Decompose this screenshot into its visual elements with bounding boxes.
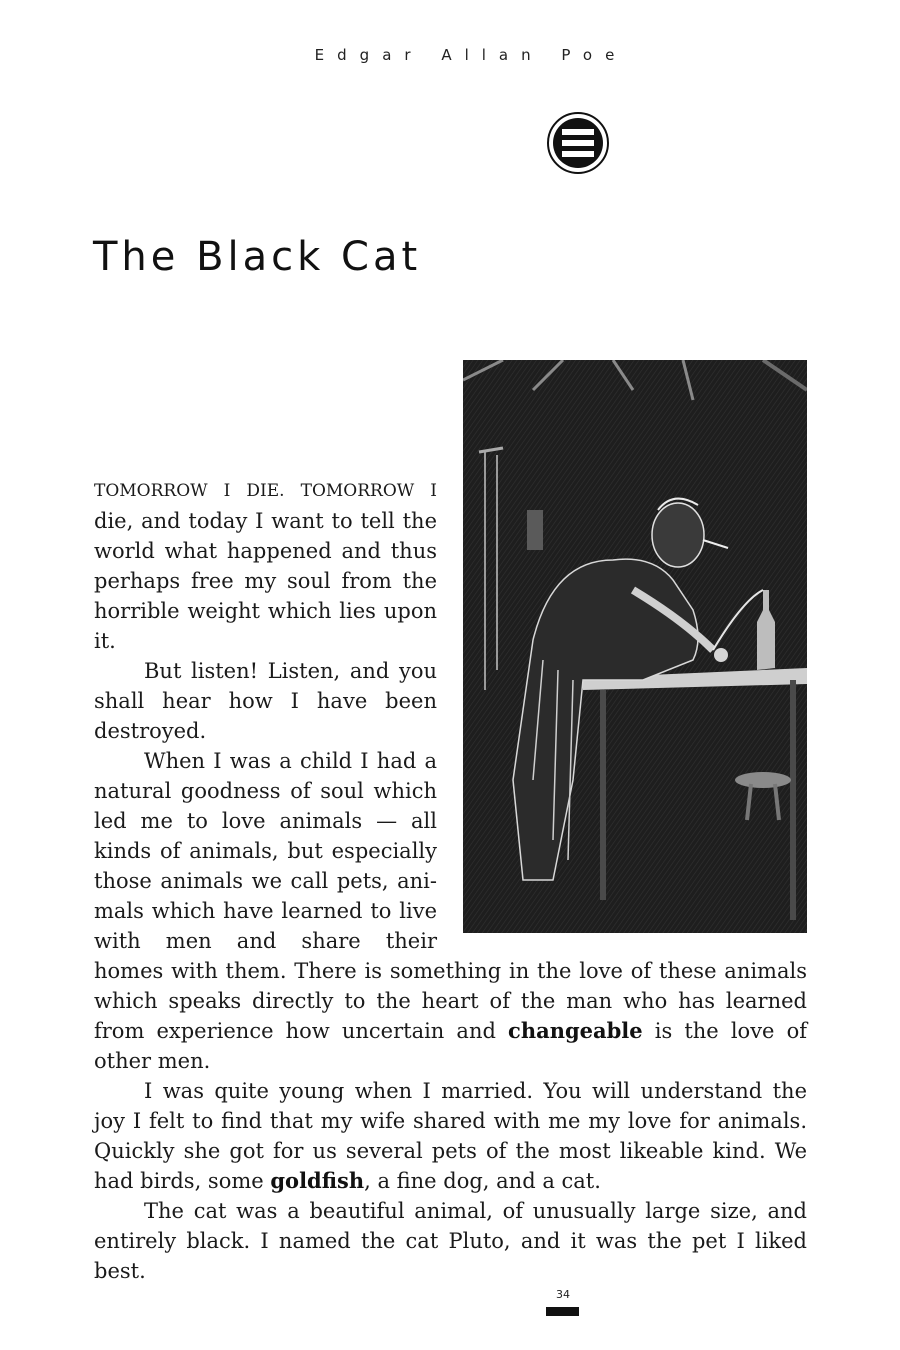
story-title: The Black Cat [93, 234, 422, 280]
paragraph-3-text-b: is the love of other men. [94, 1019, 808, 1073]
bold-word-changeable: changeable [508, 1018, 643, 1043]
paragraph-1-text: die, and today I want to tell the world what happened and thus perhaps free my soul from the horrible weight which lies upon it. [94, 509, 437, 653]
paragraph-2: But listen! Listen, and you shall hear how I have been destroyed. [94, 659, 437, 743]
bold-word-goldfish: goldfish [270, 1168, 365, 1193]
engraving-man-at-table-icon [463, 360, 807, 933]
paragraph-3-text-a: When I was a child I had a natural goodness of soul which led me to love animals — all kinds of animals, but especially those animals we call pets, animals which have learned to live with men and share their homes with them. There is something in the love of these animals which speaks directly to the heart of the man who has learned from experience how uncertain and [94, 749, 807, 1043]
smallcaps-lead: TOMORROW I DIE. TOMORROW I [94, 481, 437, 501]
story-body [94, 474, 807, 1286]
page-number: 34 [556, 1288, 570, 1301]
paragraph-4 [94, 1076, 807, 1196]
three-bar-circle-icon [547, 112, 609, 174]
running-head: Edgar Allan Poe [314, 46, 628, 64]
page-number-bar [546, 1307, 579, 1316]
paragraph-4-text-b: , a fine dog, and a cat. [364, 1169, 601, 1193]
paragraph-5: The cat was a beautiful animal, of unusually large size, and entirely black. I named the cat Pluto, and it was the pet I liked best. [94, 1199, 807, 1283]
paragraph-4-text-a: I was quite young when I married. You will understand the joy I felt to find that my wife shared with me my love for animals. Quickly she got for us several pets of the most likeable kind. We had birds, some [94, 1079, 807, 1193]
illustration-drawing [463, 360, 807, 933]
